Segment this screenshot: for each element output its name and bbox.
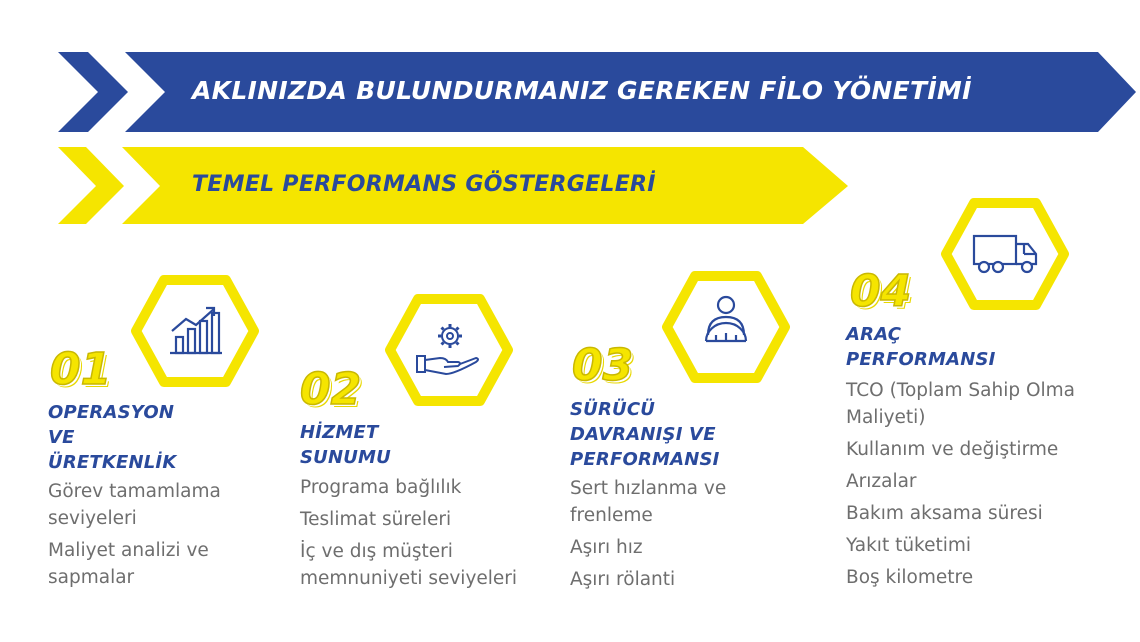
list-item: Teslimat süreleri bbox=[300, 509, 452, 530]
column-list-2 bbox=[300, 474, 517, 597]
column-number-1: 01 bbox=[50, 344, 112, 395]
list-item: İç ve dış müşteri memnuniyeti seviyeleri bbox=[300, 541, 518, 589]
column-number-4: 04 bbox=[850, 266, 912, 317]
column-list-3 bbox=[570, 475, 726, 598]
list-item: Yakıt tüketimi bbox=[846, 535, 972, 556]
banner-subtitle: TEMEL PERFORMANS GÖSTERGELERİ bbox=[192, 172, 656, 197]
column-title-2: HİZMET SUNUMU bbox=[300, 422, 391, 468]
banner-title: AKLINIZDA BULUNDURMANIZ GEREKEN FİLO YÖNETİMİ bbox=[192, 76, 972, 105]
list-item: Programa bağlılık bbox=[300, 477, 462, 498]
list-item: Kullanım ve değiştirme bbox=[846, 439, 1059, 460]
list-item: Maliyet analizi ve sapmalar bbox=[48, 540, 209, 588]
list-item: Boş kilometre bbox=[846, 567, 974, 588]
list-item: Bakım aksama süresi bbox=[846, 503, 1043, 524]
column-number-2: 02 bbox=[300, 364, 362, 415]
column-title-1: OPERASYON VE ÜRETKENLİK bbox=[48, 402, 177, 473]
column-number-3: 03 bbox=[572, 340, 634, 391]
list-item: TCO (Toplam Sahip Olma Maliyeti) bbox=[846, 380, 1076, 428]
hexagon-badge-4 bbox=[940, 196, 1070, 312]
column-title-3: SÜRÜCÜ DAVRANIŞI VE PERFORMANSI bbox=[570, 399, 720, 470]
list-item: Görev tamamlama seviyeleri bbox=[48, 481, 221, 529]
list-item: Sert hızlanma ve frenleme bbox=[570, 478, 727, 526]
hexagon-badge-2 bbox=[384, 292, 514, 408]
column-title-4: ARAÇ PERFORMANSI bbox=[846, 324, 996, 370]
hexagon-badge-1 bbox=[130, 273, 260, 389]
list-item: Aşırı rölanti bbox=[570, 569, 676, 590]
column-list-1 bbox=[48, 478, 221, 596]
list-item: Arızalar bbox=[846, 471, 917, 492]
hexagon-badge-3 bbox=[661, 269, 791, 385]
column-list-4 bbox=[846, 377, 1075, 596]
list-item: Aşırı hız bbox=[570, 537, 643, 558]
